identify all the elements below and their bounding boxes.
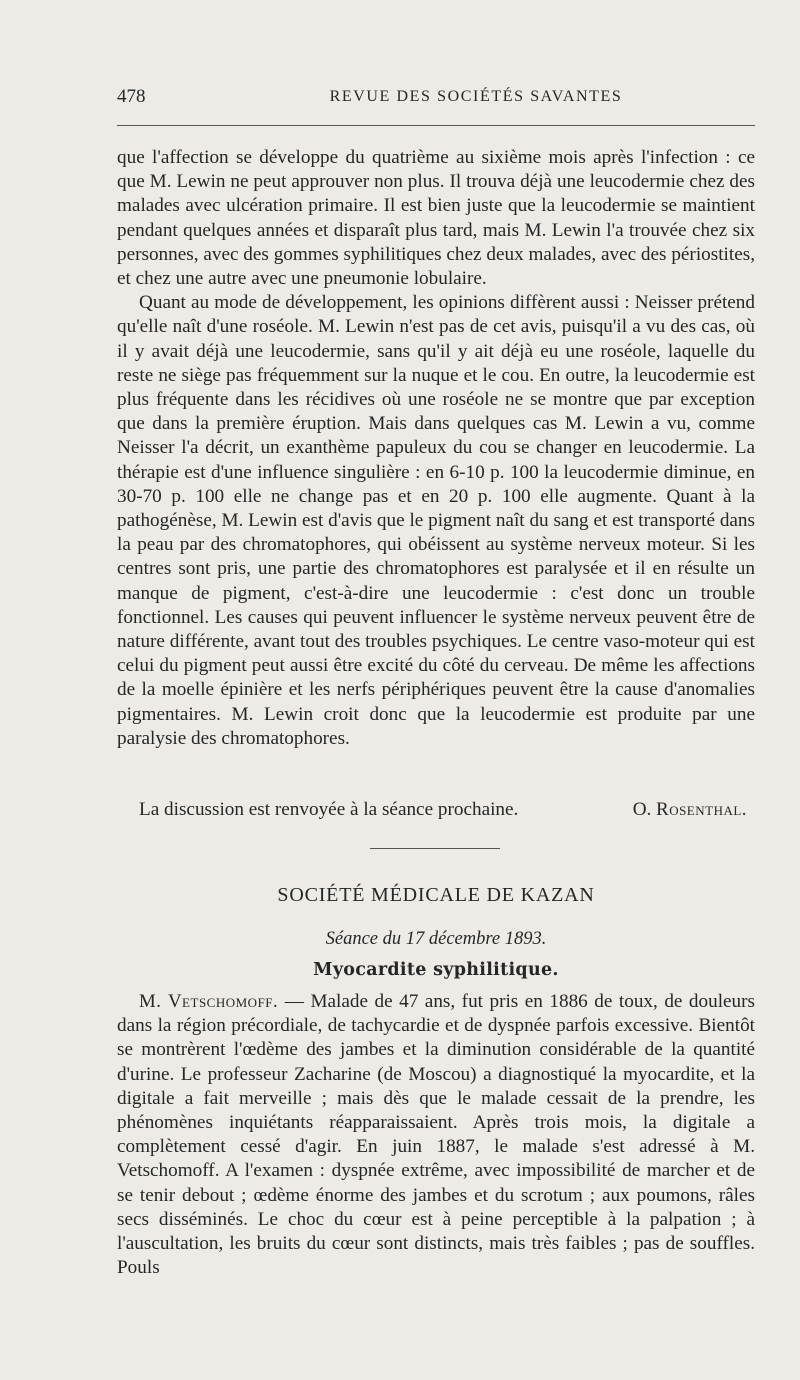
page-number: 478: [117, 86, 146, 107]
closing-line: La discussion est renvoyée à la séance prochaine.: [139, 799, 519, 820]
page-header: [117, 86, 755, 110]
session-date: Séance du 17 décembre 1893.: [325, 929, 547, 949]
author-signature: [633, 798, 747, 822]
case-body: [117, 990, 755, 1280]
author-name: Rosenthal.: [656, 799, 747, 820]
paragraph-continued: que l'affection se développe du quatrième au sixième mois après l'infection : ce que M. Lewin ne peut approuver non plus. Il trouva déjà une leucodermie chez des malades avec ulcération primaire. Il est bien juste que la leucodermie se maintient pendant quelques années et disparaît plus tard, mais M. Lewin l'a trouvée chez six personnes, avec des gommes syphilitiques chez deux malades, avec des périostites, et chez une autre avec une pneumonie lobulaire.: [117, 147, 755, 290]
running-head: REVUE DES SOCIÉTÉS SAVANTES: [329, 88, 623, 105]
case-paragraph: [117, 990, 755, 1280]
speaker-name: M. Vetschomoff.: [139, 991, 279, 1012]
section-title: SOCIÉTÉ MÉDICALE DE KAZAN: [277, 884, 595, 906]
section-divider: [370, 848, 500, 849]
case-subtitle: Myocardite syphilitique.: [313, 960, 559, 980]
case-text: — Malade de 47 ans, fut pris en 1886 de toux, de douleurs dans la région précordiale, de tachycardie et de dyspnée parfois excessive. Bientôt se montrèrent l'œdème des jambes et la diminution considérable de la quantité d'urine. Le professeur Zacharine (de Moscou) a diagnostiqué la myocardite, et la digitale a fait merveille ; mais dès que le malade cessait de la prendre, les phénomènes inquiétants réapparaissaient. Après trois mois, la digitale a complètement cessé d'agir. En juin 1887, le malade s'est adressé à M. Vetschomoff. A l'examen : dyspnée extrême, avec impossibilité de marcher et de se tenir debout ; œdème énorme des jambes et du scrotum ; aux poumons, râles secs disséminés. Le choc du cœur est à peine perceptible à la palpation ; à l'auscultation, les bruits du cœur sont distincts, mais très faibles ; pas de souffles. Pouls: [117, 991, 756, 1279]
article-body: [117, 146, 755, 751]
header-rule: [117, 125, 755, 126]
author-initial: O.: [632, 799, 652, 820]
paragraph-development: Quant au mode de développement, les opinions diffèrent aussi : Neisser prétend qu'elle naît d'une roséole. M. Lewin n'est pas de cet avis, puisqu'il a vu des cas, où il y avait déjà une leucodermie, sans qu'il y ait déjà eu une roséole, laquelle du reste ne siège pas fréquemment sur la nuque et le cou. En outre, la leucodermie est plus fréquente dans les récidives où une roséole ne se montre que par exception que dans la première éruption. Mais dans quelques cas M. Lewin a vu, comme Neisser l'a décrit, un exanthème papuleux du cou se changer en leucodermie. La thérapie est d'une influence singulière : en 6-10 p. 100 la leucodermie diminue, en 30-70 p. 100 elle ne change pas et en 20 p. 100 elle augmente. Quant à la pathogénèse, M. Lewin est d'avis que le pigment naît du sang et est transporté dans la peau par des chromatophores, qui obéissent au système nerveux moteur. Si les centres sont pris, une partie des chromatophores est paralysée et il en résulte un manque de pigment, c'est-à-dire une leucodermie : c'est donc un trouble fonctionnel. Les causes qui peuvent influencer le système nerveux peuvent être de nature différente, avant tout des troubles psychiques. Le centre vaso-moteur qui est celui du pigment peut aussi être excité du côté du cerveau. De même les affections de la moelle épinière et les nerfs périphériques peuvent être la cause d'anomalies pigmentaires. M. Lewin croit donc que la leucodermie est produite par une paralysie des chromatophores.: [117, 292, 755, 749]
